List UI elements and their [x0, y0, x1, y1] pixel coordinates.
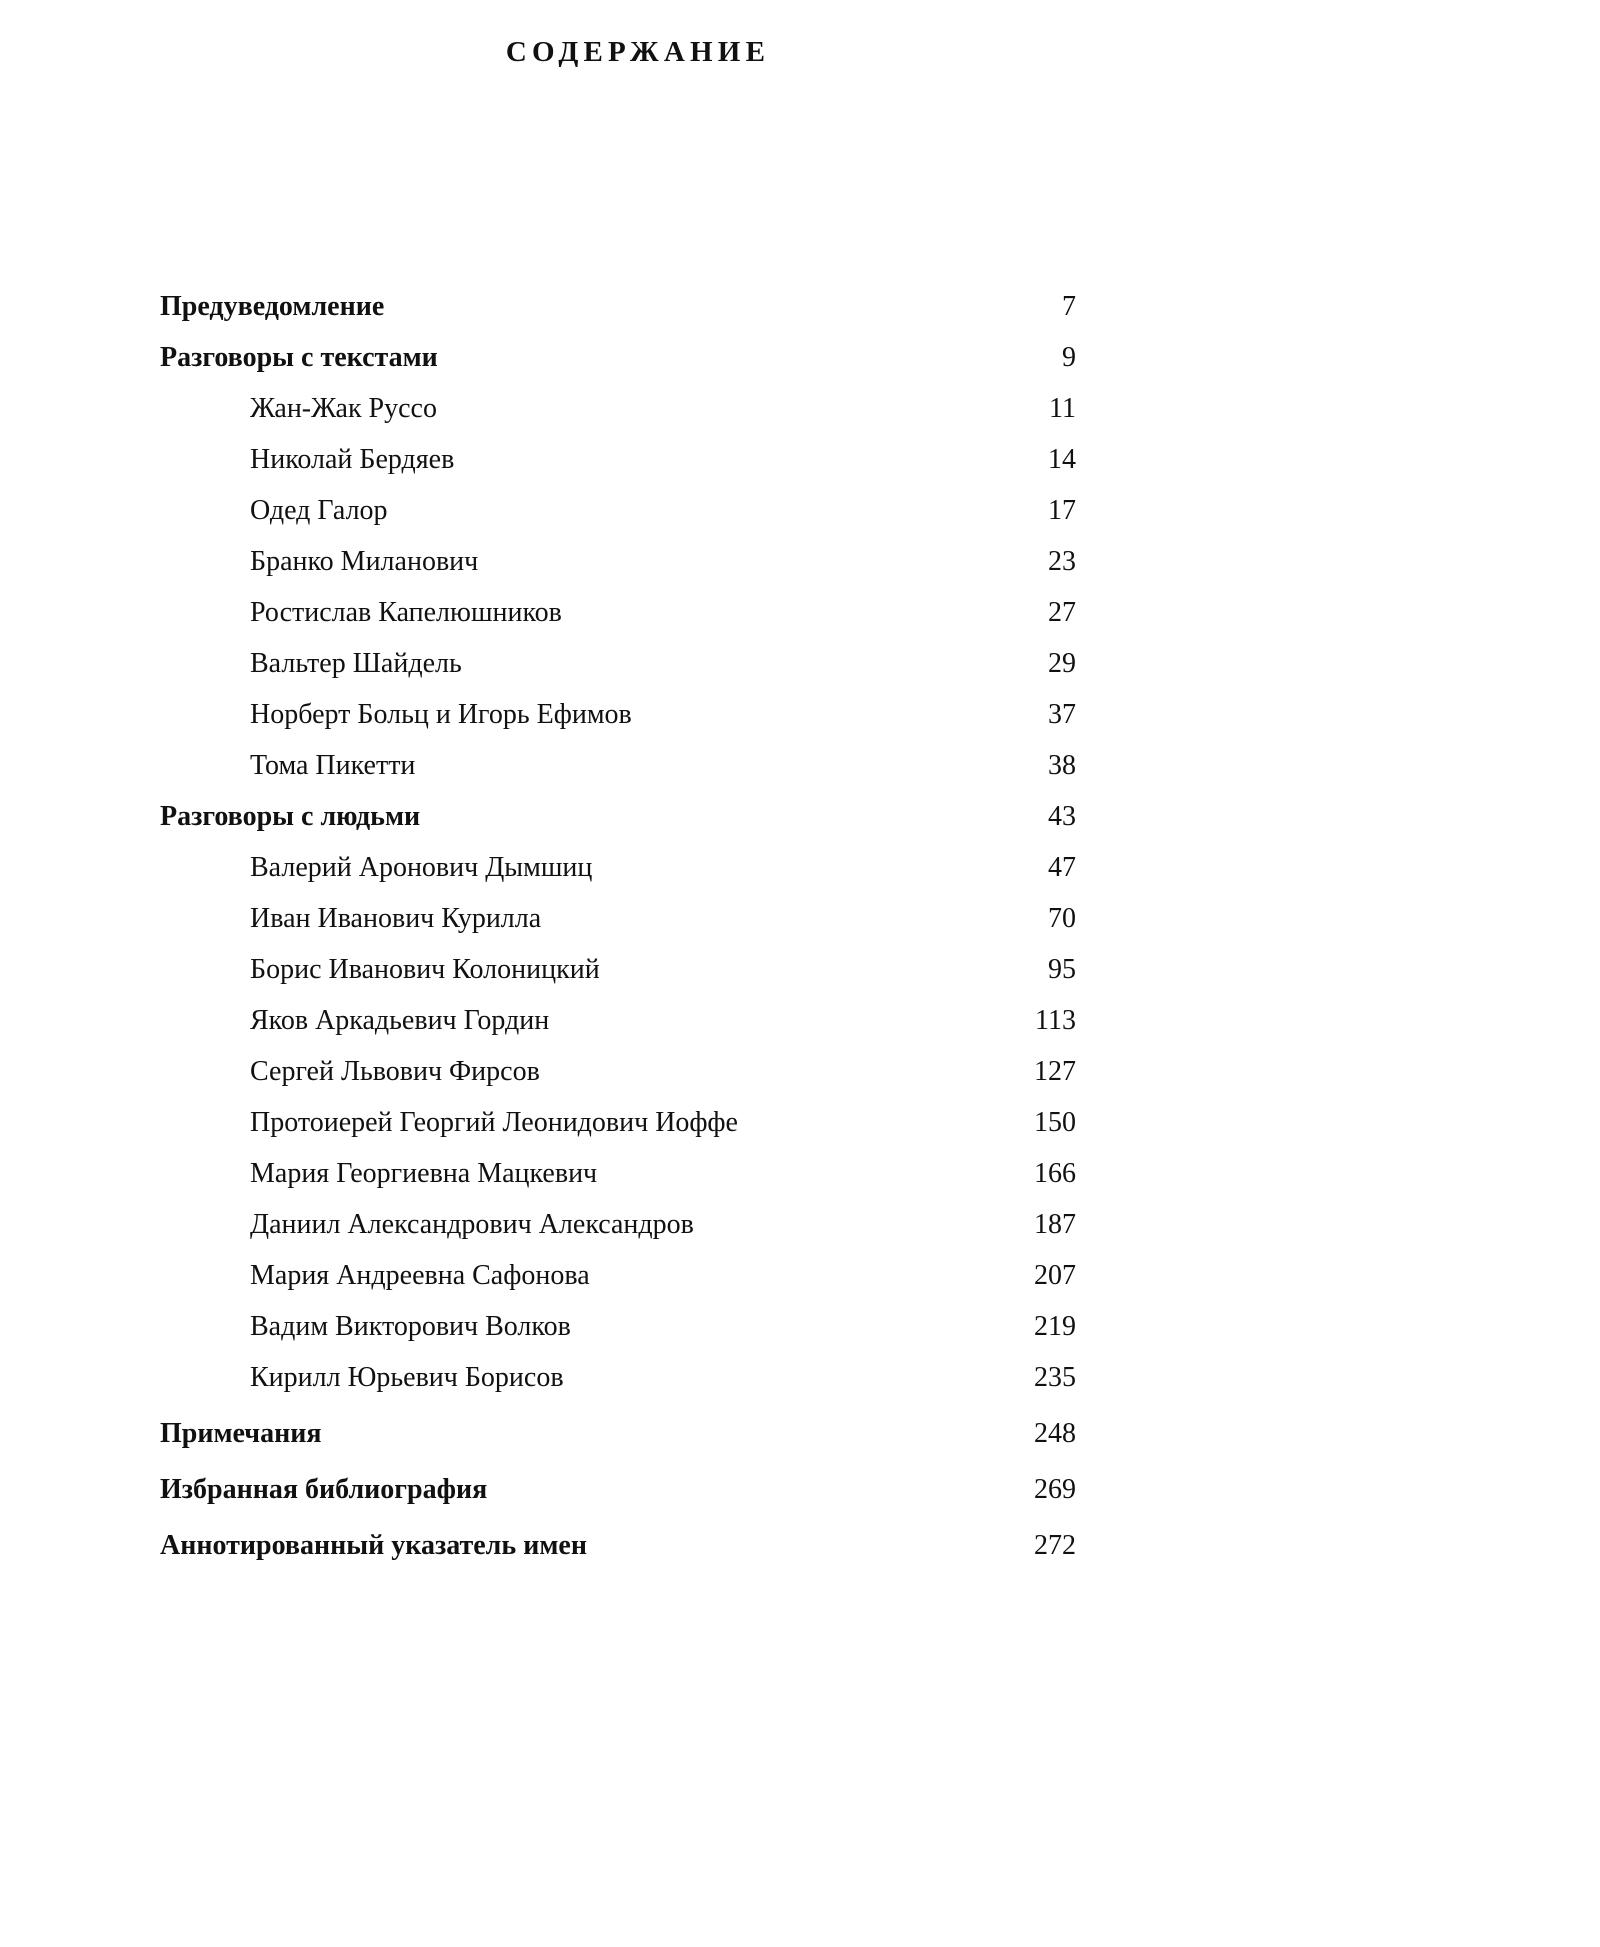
toc-entry-page-number: 113: [1035, 1005, 1076, 1036]
toc-entry: [160, 434, 1076, 485]
toc-entry-label: Бранко Миланович: [250, 546, 479, 577]
toc-entry: [160, 791, 1076, 842]
toc-entry-label: Борис Иванович Колоницкий: [250, 954, 600, 985]
toc-entry: [160, 1148, 1076, 1199]
toc-entry-label: Сергей Львович Фирсов: [250, 1056, 540, 1087]
toc-entry-label: Предуведомление: [160, 291, 385, 322]
toc-entry: [160, 1408, 1076, 1459]
toc-entry: [160, 536, 1076, 587]
toc-entry-page-number: 17: [1048, 495, 1076, 526]
toc-entry-page-number: 207: [1034, 1260, 1076, 1291]
toc-entry-page-number: 27: [1048, 597, 1076, 628]
toc-entry-page-number: 272: [1034, 1530, 1076, 1561]
toc-entry-label: Кирилл Юрьевич Борисов: [250, 1362, 564, 1393]
toc-entry-label: Вадим Викторович Волков: [250, 1311, 571, 1342]
toc-entry-page-number: 29: [1048, 648, 1076, 679]
toc-entry: [160, 1250, 1076, 1301]
toc-entry-label: Норберт Больц и Игорь Ефимов: [250, 699, 632, 730]
toc-entry: [160, 281, 1076, 332]
toc-entry-page-number: 38: [1048, 750, 1076, 781]
toc-entry-page-number: 150: [1034, 1107, 1076, 1138]
toc-entry: [160, 689, 1076, 740]
toc-entry-label: Даниил Александрович Александров: [250, 1209, 694, 1240]
toc-entry: [160, 1046, 1076, 1097]
toc-entry-label: Разговоры с текстами: [160, 342, 438, 373]
toc-entry-label: Вальтер Шайдель: [250, 648, 462, 679]
toc-entry-label: Тома Пикетти: [250, 750, 416, 781]
toc-entry-label: Разговоры с людьми: [160, 801, 421, 832]
toc-entry-label: Яков Аркадьевич Гордин: [250, 1005, 550, 1036]
toc-entry-page-number: 95: [1048, 954, 1076, 985]
toc-entry-label: Одед Галор: [250, 495, 388, 526]
page-title: СОДЕРЖАНИЕ: [505, 36, 771, 68]
toc-entry-label: Протоиерей Георгий Леонидович Иоффе: [250, 1107, 738, 1138]
toc-entry: [160, 1464, 1076, 1515]
toc-entry: [160, 1301, 1076, 1352]
toc-entry-page-number: 166: [1034, 1158, 1076, 1189]
toc-entry-page-number: 269: [1034, 1474, 1076, 1505]
toc-entry: [160, 1199, 1076, 1250]
toc-entry-page-number: 11: [1049, 393, 1076, 424]
toc-entry: [160, 944, 1076, 995]
toc-entry-page-number: 7: [1062, 291, 1076, 322]
toc-entry-page-number: 127: [1034, 1056, 1076, 1087]
toc-entry-label: Аннотированный указатель имен: [160, 1530, 587, 1561]
toc-entry-label: Мария Георгиевна Мацкевич: [250, 1158, 598, 1189]
toc-entry: [160, 842, 1076, 893]
toc-entry-page-number: 235: [1034, 1362, 1076, 1393]
toc-entry-page-number: 43: [1048, 801, 1076, 832]
toc-entry-page-number: 47: [1048, 852, 1076, 883]
toc-entry: [160, 1352, 1076, 1403]
toc-entry-page-number: 219: [1034, 1311, 1076, 1342]
toc-entry-label: Ростислав Капелюшников: [250, 597, 562, 628]
toc-content: [160, 36, 1076, 1571]
toc-entry: [160, 638, 1076, 689]
toc-entry-page-number: 70: [1048, 903, 1076, 934]
toc-entry-label: Николай Бердяев: [250, 444, 455, 475]
toc-entry-page-number: 37: [1048, 699, 1076, 730]
toc-entry: [160, 332, 1076, 383]
toc-entry: [160, 1520, 1076, 1571]
toc-entry-label: Избранная библиография: [160, 1474, 488, 1505]
toc-entry: [160, 587, 1076, 638]
toc-entry: [160, 1097, 1076, 1148]
toc-entry-label: Жан-Жак Руссо: [250, 393, 437, 424]
toc-entry-label: Иван Иванович Курилла: [250, 903, 542, 934]
toc-entry: [160, 995, 1076, 1046]
toc-entry-page-number: 14: [1048, 444, 1076, 475]
toc-entry-page-number: 23: [1048, 546, 1076, 577]
toc-entry-page-number: 9: [1062, 342, 1076, 373]
toc-entry: [160, 485, 1076, 536]
toc-entry: [160, 893, 1076, 944]
toc-entry-page-number: 248: [1034, 1418, 1076, 1449]
toc-entry-label: Валерий Аронович Дымшиц: [250, 852, 593, 883]
toc-entry: [160, 383, 1076, 434]
toc-entry-page-number: 187: [1034, 1209, 1076, 1240]
toc-entry-label: Примечания: [160, 1418, 322, 1449]
toc-entry-label: Мария Андреевна Сафонова: [250, 1260, 590, 1291]
toc-list: [160, 281, 1076, 1571]
toc-entry: [160, 740, 1076, 791]
